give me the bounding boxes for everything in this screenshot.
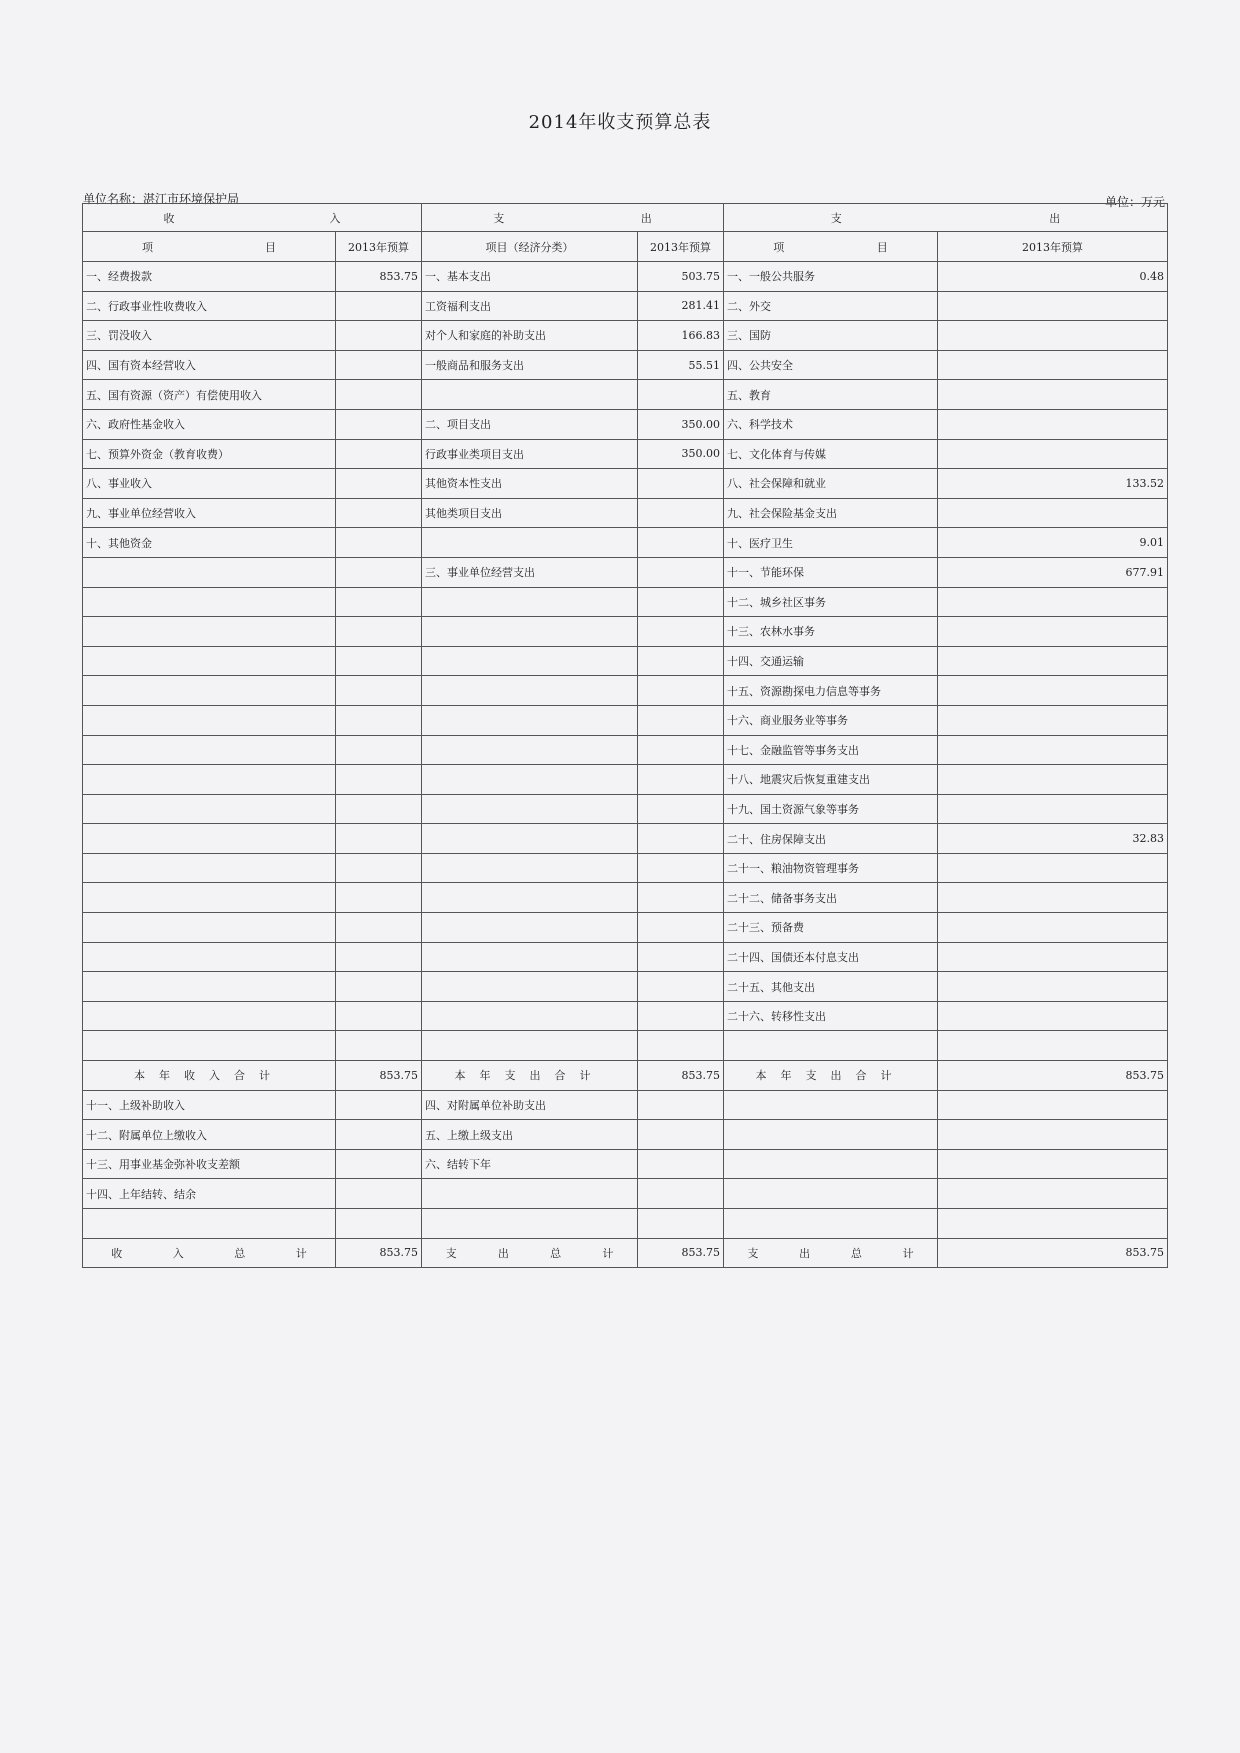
income-value: [336, 853, 422, 883]
income-item: 十、其他资金: [83, 528, 336, 558]
func-item: 十七、金融监管等事务支出: [724, 735, 938, 765]
income-value: [336, 1209, 422, 1239]
grand-total-row: [83, 1238, 1168, 1268]
func-value: [938, 676, 1168, 706]
func-value: [938, 735, 1168, 765]
income-subtotal-label: 本年收入合计: [83, 1061, 336, 1091]
income-value: [336, 498, 422, 528]
econ-value: [638, 528, 724, 558]
table-row: [83, 794, 1168, 824]
income-value: [336, 646, 422, 676]
func-value: [938, 913, 1168, 943]
income-item: [83, 942, 336, 972]
func-item: 二十一、粮油物资管理事务: [724, 853, 938, 883]
table-row: [83, 883, 1168, 913]
func-item: 十、医疗卫生: [724, 528, 938, 558]
income-item: 八、事业收入: [83, 469, 336, 499]
income-value: [336, 380, 422, 410]
func-item: 十六、商业服务业等事务: [724, 705, 938, 735]
func-item: [724, 1179, 938, 1209]
func-value: [938, 587, 1168, 617]
income-value: [336, 469, 422, 499]
table-row: [83, 321, 1168, 351]
econ-budget-header: 2013年预算: [638, 232, 724, 262]
econ-value: [638, 972, 724, 1002]
econ-item: [422, 913, 638, 943]
func-item: 十四、交通运输: [724, 646, 938, 676]
income-item: [83, 557, 336, 587]
econ-value: [638, 1179, 724, 1209]
func-value: [938, 439, 1168, 469]
func-value: [938, 646, 1168, 676]
econ-item: 四、对附属单位补助支出: [422, 1090, 638, 1120]
income-value: [336, 972, 422, 1002]
income-item: [83, 972, 336, 1002]
income-item: 十四、上年结转、结余: [83, 1179, 336, 1209]
func-item: 七、文化体育与传媒: [724, 439, 938, 469]
econ-item: [422, 380, 638, 410]
func-item: [724, 1031, 938, 1061]
econ-item: 二、项目支出: [422, 409, 638, 439]
econ-item: [422, 972, 638, 1002]
table-row: [83, 291, 1168, 321]
func-value: [938, 1209, 1168, 1239]
econ-value: 503.75: [638, 262, 724, 292]
income-item: 十三、用事业基金弥补收支差额: [83, 1149, 336, 1179]
econ-item: [422, 1031, 638, 1061]
income-item: 十一、上级补助收入: [83, 1090, 336, 1120]
income-item: [83, 913, 336, 943]
econ-item: [422, 765, 638, 795]
group-header-row: [83, 204, 1168, 232]
income-item: 三、罚没收入: [83, 321, 336, 351]
func-item: 二十、住房保障支出: [724, 824, 938, 854]
income-value: [336, 409, 422, 439]
income-value: [336, 794, 422, 824]
econ-subtotal-value: 853.75: [638, 1061, 724, 1091]
table-row: [83, 1209, 1168, 1239]
income-value: [336, 676, 422, 706]
income-group-header: 收 入: [83, 204, 422, 232]
econ-value: 166.83: [638, 321, 724, 351]
income-item: [83, 1209, 336, 1239]
table-row: [83, 528, 1168, 558]
income-item: [83, 617, 336, 647]
func-item: 四、公共安全: [724, 350, 938, 380]
income-value: [336, 528, 422, 558]
func-item: [724, 1209, 938, 1239]
func-value: [938, 321, 1168, 351]
func-item: 六、科学技术: [724, 409, 938, 439]
func-value: 133.52: [938, 469, 1168, 499]
func-item: 二十五、其他支出: [724, 972, 938, 1002]
econ-value: [638, 765, 724, 795]
func-item: 五、教育: [724, 380, 938, 410]
table-row: [83, 1149, 1168, 1179]
econ-value: [638, 1001, 724, 1031]
table-row: [83, 676, 1168, 706]
func-item: 二十四、国债还本付息支出: [724, 942, 938, 972]
income-value: [336, 321, 422, 351]
econ-item: 三、事业单位经营支出: [422, 557, 638, 587]
func-item: 十五、资源勘探电力信息等事务: [724, 676, 938, 706]
econ-item: [422, 528, 638, 558]
econ-value: [638, 942, 724, 972]
econ-value: [638, 498, 724, 528]
income-item: [83, 824, 336, 854]
unit-label: 单位：万元: [1104, 195, 1165, 209]
func-item: 二十六、转移性支出: [724, 1001, 938, 1031]
income-value: [336, 1149, 422, 1179]
econ-item: 六、结转下年: [422, 1149, 638, 1179]
table-row: [83, 646, 1168, 676]
econ-value: [638, 883, 724, 913]
income-value: [336, 1179, 422, 1209]
econ-value: 281.41: [638, 291, 724, 321]
func-value: [938, 617, 1168, 647]
econ-value: [638, 380, 724, 410]
income-total-label: 收 入 总 计: [83, 1238, 336, 1268]
econ-value: 350.00: [638, 409, 724, 439]
func-subtotal-label: 本年支出合计: [724, 1061, 938, 1091]
econ-value: [638, 676, 724, 706]
econ-value: [638, 705, 724, 735]
page-title: 2014年收支预算总表: [528, 112, 712, 133]
income-value: [336, 735, 422, 765]
income-item: 七、预算外资金（教育收费）: [83, 439, 336, 469]
income-item: [83, 853, 336, 883]
econ-value: 350.00: [638, 439, 724, 469]
func-value: [938, 380, 1168, 410]
income-value: [336, 705, 422, 735]
income-value: [336, 883, 422, 913]
econ-item: 行政事业类项目支出: [422, 439, 638, 469]
func-value: [938, 972, 1168, 1002]
table-row: [83, 1090, 1168, 1120]
income-item: [83, 587, 336, 617]
func-value: [938, 853, 1168, 883]
econ-subtotal-label: 本年支出合计: [422, 1061, 638, 1091]
income-item: [83, 1001, 336, 1031]
table-row: [83, 498, 1168, 528]
income-total-value: 853.75: [336, 1238, 422, 1268]
econ-value: [638, 1120, 724, 1150]
func-item: [724, 1090, 938, 1120]
table-row: [83, 735, 1168, 765]
func-value: [938, 705, 1168, 735]
income-item: 四、国有资本经营收入: [83, 350, 336, 380]
income-value: [336, 942, 422, 972]
func-item: 十三、农林水事务: [724, 617, 938, 647]
func-value: [938, 498, 1168, 528]
income-value: [336, 350, 422, 380]
income-subtotal-value: 853.75: [336, 1061, 422, 1091]
econ-value: 55.51: [638, 350, 724, 380]
econ-item: [422, 942, 638, 972]
income-item: [83, 765, 336, 795]
income-item: 十二、附属单位上缴收入: [83, 1120, 336, 1150]
econ-value: [638, 1149, 724, 1179]
table-row: [83, 824, 1168, 854]
econ-item: [422, 1209, 638, 1239]
table-row: [83, 380, 1168, 410]
func-value: [938, 1149, 1168, 1179]
econ-item: 其他类项目支出: [422, 498, 638, 528]
econ-value: [638, 617, 724, 647]
econ-item: [422, 824, 638, 854]
table-row: [83, 972, 1168, 1002]
table-row: [83, 1001, 1168, 1031]
econ-value: [638, 913, 724, 943]
income-item: [83, 705, 336, 735]
econ-item: [422, 705, 638, 735]
func-subtotal-value: 853.75: [938, 1061, 1168, 1091]
func-item: 十二、城乡社区事务: [724, 587, 938, 617]
econ-value: [638, 1031, 724, 1061]
econ-total-label: 支 出 总 计: [422, 1238, 638, 1268]
func-value: 677.91: [938, 557, 1168, 587]
budget-table: [82, 203, 1168, 1268]
func-value: [938, 1090, 1168, 1120]
income-item: 六、政府性基金收入: [83, 409, 336, 439]
income-item: 五、国有资源（资产）有偿使用收入: [83, 380, 336, 410]
func-item: 十八、地震灾后恢复重建支出: [724, 765, 938, 795]
func-item: 一、一般公共服务: [724, 262, 938, 292]
income-value: [336, 1120, 422, 1150]
func-value: [938, 765, 1168, 795]
func-item: [724, 1120, 938, 1150]
income-value: [336, 439, 422, 469]
table-row: [83, 1179, 1168, 1209]
expense-econ-group-header: 支 出: [422, 204, 724, 232]
table-row: [83, 587, 1168, 617]
table-row: [83, 557, 1168, 587]
table-row: [83, 439, 1168, 469]
func-value: [938, 1179, 1168, 1209]
table-row: [83, 1120, 1168, 1150]
table-row: [83, 350, 1168, 380]
econ-item: [422, 617, 638, 647]
econ-item: 工资福利支出: [422, 291, 638, 321]
func-item: [724, 1149, 938, 1179]
income-value: [336, 557, 422, 587]
table-row: [83, 262, 1168, 292]
econ-item: [422, 646, 638, 676]
func-value: [938, 1120, 1168, 1150]
econ-item: 其他资本性支出: [422, 469, 638, 499]
func-value: [938, 794, 1168, 824]
income-item: 二、行政事业性收费收入: [83, 291, 336, 321]
income-value: [336, 1031, 422, 1061]
income-item: 九、事业单位经营收入: [83, 498, 336, 528]
table-row: [83, 765, 1168, 795]
table-row: [83, 469, 1168, 499]
econ-value: [638, 557, 724, 587]
income-value: [336, 1090, 422, 1120]
income-item: [83, 1031, 336, 1061]
econ-item: 一般商品和服务支出: [422, 350, 638, 380]
func-total-value: 853.75: [938, 1238, 1168, 1268]
income-value: [336, 824, 422, 854]
func-value: 9.01: [938, 528, 1168, 558]
func-item: 十一、节能环保: [724, 557, 938, 587]
subtotal-row: [83, 1061, 1168, 1091]
income-value: [336, 291, 422, 321]
table-row: [83, 1031, 1168, 1061]
econ-item: [422, 1001, 638, 1031]
econ-item: [422, 587, 638, 617]
income-value: [336, 617, 422, 647]
table-row: [83, 913, 1168, 943]
func-value: [938, 350, 1168, 380]
econ-value: [638, 1090, 724, 1120]
func-value: 0.48: [938, 262, 1168, 292]
func-value: [938, 1031, 1168, 1061]
econ-value: [638, 646, 724, 676]
func-item: 二十三、预备费: [724, 913, 938, 943]
income-value: 853.75: [336, 262, 422, 292]
func-item-header: 项 目: [724, 232, 938, 262]
income-item: [83, 676, 336, 706]
table-row: [83, 409, 1168, 439]
econ-value: [638, 1209, 724, 1239]
func-value: 32.83: [938, 824, 1168, 854]
func-budget-header: 2013年预算: [938, 232, 1168, 262]
table-row: [83, 705, 1168, 735]
func-total-label: 支 出 总 计: [724, 1238, 938, 1268]
income-value: [336, 913, 422, 943]
econ-item: 对个人和家庭的补助支出: [422, 321, 638, 351]
econ-item: [422, 853, 638, 883]
func-item: 三、国防: [724, 321, 938, 351]
income-item: [83, 735, 336, 765]
econ-value: [638, 469, 724, 499]
income-value: [336, 1001, 422, 1031]
econ-item-header: 项目（经济分类）: [422, 232, 638, 262]
econ-total-value: 853.75: [638, 1238, 724, 1268]
func-value: [938, 883, 1168, 913]
func-item: 二、外交: [724, 291, 938, 321]
econ-item: 一、基本支出: [422, 262, 638, 292]
expense-func-group-header: 支 出: [724, 204, 1168, 232]
func-item: 八、社会保障和就业: [724, 469, 938, 499]
func-value: [938, 291, 1168, 321]
func-item: 九、社会保险基金支出: [724, 498, 938, 528]
table-row: [83, 853, 1168, 883]
econ-item: [422, 883, 638, 913]
table-row: [83, 617, 1168, 647]
func-item: 二十二、储备事务支出: [724, 883, 938, 913]
econ-item: [422, 735, 638, 765]
income-item: [83, 883, 336, 913]
income-item: 一、经费拨款: [83, 262, 336, 292]
econ-value: [638, 853, 724, 883]
income-budget-header: 2013年预算: [336, 232, 422, 262]
column-header-row: [83, 232, 1168, 262]
econ-item: [422, 1179, 638, 1209]
econ-value: [638, 735, 724, 765]
func-value: [938, 1001, 1168, 1031]
econ-item: 五、上缴上级支出: [422, 1120, 638, 1150]
econ-value: [638, 824, 724, 854]
unit-name: 单位名称：湛江市环境保护局: [83, 192, 240, 206]
income-value: [336, 765, 422, 795]
income-item: [83, 794, 336, 824]
econ-item: [422, 676, 638, 706]
econ-item: [422, 794, 638, 824]
econ-value: [638, 587, 724, 617]
table-row: [83, 942, 1168, 972]
income-value: [336, 587, 422, 617]
econ-value: [638, 794, 724, 824]
income-item: [83, 646, 336, 676]
income-item-header: 项 目: [83, 232, 336, 262]
func-value: [938, 409, 1168, 439]
func-value: [938, 942, 1168, 972]
func-item: 十九、国土资源气象等事务: [724, 794, 938, 824]
